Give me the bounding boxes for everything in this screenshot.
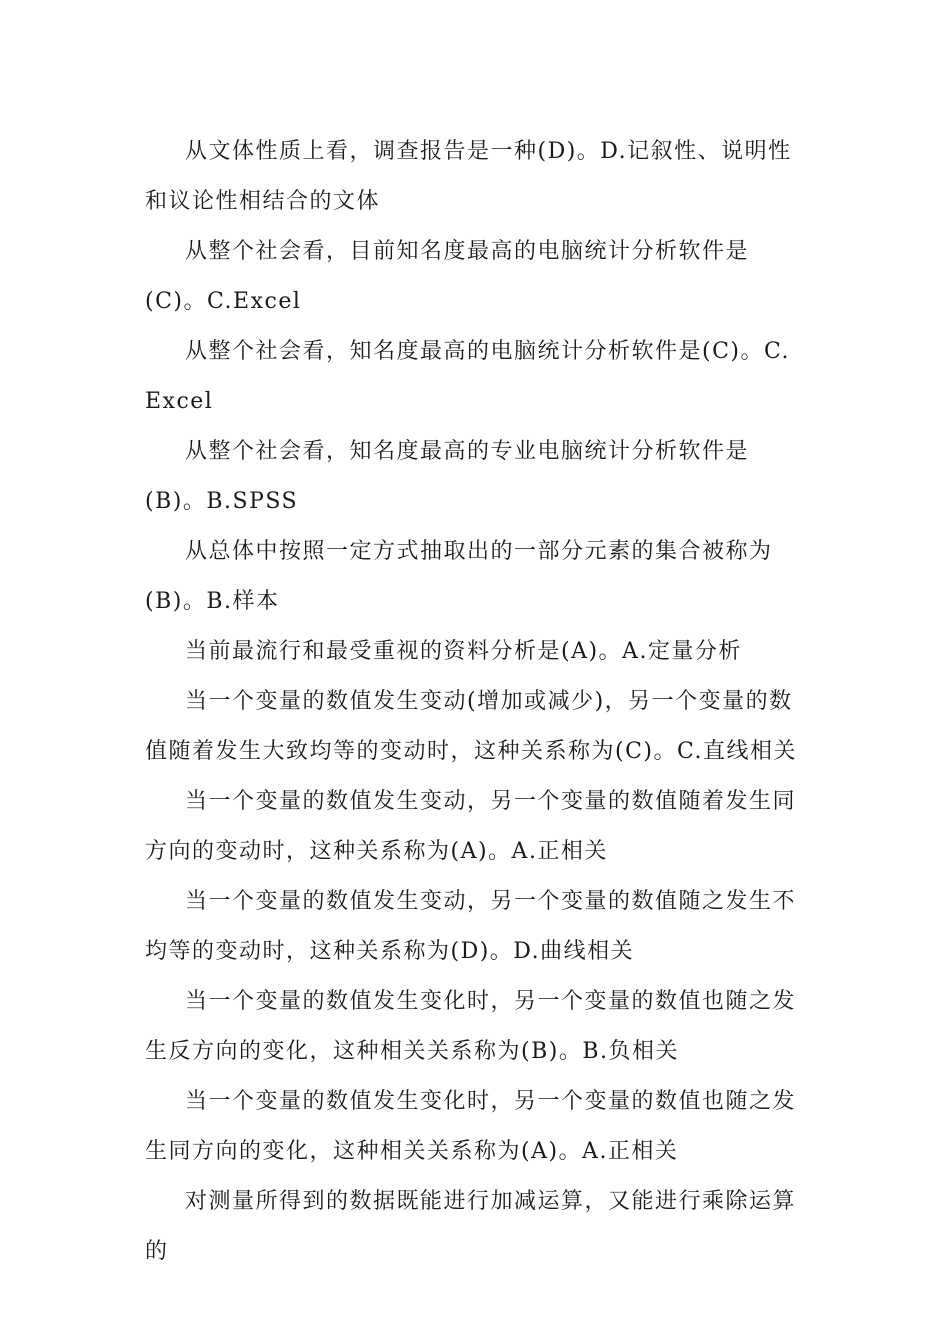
paragraph: 对测量所得到的数据既能进行加减运算，又能进行乘除运算的: [145, 1189, 797, 1264]
paragraph: 当一个变量的数值发生变动，另一个变量的数值随着发生同方向的变动时，这种关系称为(A)。A.正相关: [145, 789, 797, 864]
paragraph: 从整个社会看，目前知名度最高的电脑统计分析软件是(C)。C.Excel: [145, 239, 750, 314]
paragraph: 当一个变量的数值发生变化时，另一个变量的数值也随之发生反方向的变化，这种相关关系称为(B)。B.负相关: [145, 989, 797, 1064]
paragraph: 从整个社会看，知名度最高的专业电脑统计分析软件是(B)。B.SPSS: [145, 439, 750, 514]
paragraph: 当一个变量的数值发生变动(增加或减少)，另一个变量的数值随着发生大致均等的变动时，这种关系称为(C)。C.直线相关: [145, 689, 798, 764]
paragraph: 从文体性质上看，调查报告是一种(D)。D.记叙性、说明性和议论性相结合的文体: [145, 139, 792, 214]
paragraph: 从整个社会看，知名度最高的电脑统计分析软件是(C)。C.Excel: [145, 339, 791, 414]
paragraph: 当一个变量的数值发生变动，另一个变量的数值随之发生不均等的变动时，这种关系称为(D)。D.曲线相关: [145, 889, 797, 964]
document-body: [145, 127, 805, 1277]
paragraph: 当一个变量的数值发生变化时，另一个变量的数值也随之发生同方向的变化，这种相关关系称为(A)。A.正相关: [145, 1089, 797, 1164]
paragraph: 从总体中按照一定方式抽取出的一部分元素的集合被称为(B)。B.样本: [145, 539, 773, 614]
paragraph: 当前最流行和最受重视的资料分析是(A)。A.定量分析: [185, 639, 742, 664]
